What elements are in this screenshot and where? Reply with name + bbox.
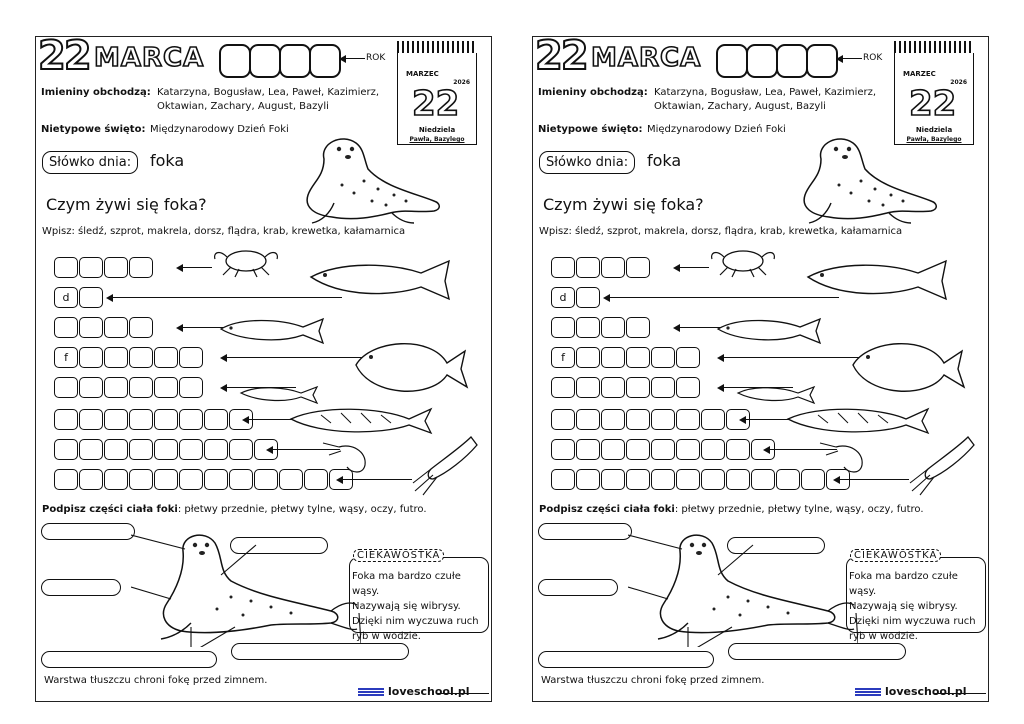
body-part-label-box[interactable] <box>41 651 217 668</box>
answer-cell[interactable] <box>601 317 625 338</box>
answer-cell[interactable] <box>551 257 575 278</box>
answer-cell[interactable] <box>129 317 153 338</box>
herring-fish-icon <box>718 319 820 343</box>
answer-cell[interactable] <box>54 439 78 460</box>
flounder-fish-icon <box>356 344 467 392</box>
answer-cell[interactable] <box>551 409 575 430</box>
footer-rule <box>436 693 489 694</box>
body-part-label-box[interactable] <box>41 579 121 596</box>
swieto-value: Międzynarodowy Dzień Foki <box>647 124 786 135</box>
month-title: MARCA <box>94 43 205 73</box>
answer-cell[interactable] <box>601 257 625 278</box>
ciekawostka-title: CIEKAWOSTKA <box>850 549 941 562</box>
swieto-label: Nietypowe święto: <box>41 124 146 135</box>
answer-cell[interactable] <box>576 347 600 368</box>
answer-cell[interactable] <box>626 317 650 338</box>
answer-cell[interactable] <box>601 347 625 368</box>
answer-cell[interactable] <box>651 409 675 430</box>
answer-cell[interactable] <box>576 439 600 460</box>
rok-label: ROK <box>863 53 883 63</box>
cod-fish-icon <box>808 261 946 299</box>
day-number: 22 <box>38 33 90 79</box>
calendar-names: Pawła, Bazylego <box>409 136 465 143</box>
answer-cell[interactable] <box>104 469 128 490</box>
word-bank: Wpisz: śledź, szprot, makrela, dorsz, flądra, krab, krewetka, kałamarnica <box>539 226 903 237</box>
answer-cell[interactable] <box>551 439 575 460</box>
answer-cell[interactable] <box>576 317 600 338</box>
answer-cell[interactable] <box>601 409 625 430</box>
answer-cell[interactable] <box>651 469 675 490</box>
question-heading: Czym żywi się foka? <box>46 195 207 214</box>
answer-cell[interactable] <box>79 347 103 368</box>
answer-cell[interactable] <box>79 287 103 308</box>
answer-cell[interactable] <box>79 409 103 430</box>
sprat-fish-icon <box>241 387 317 403</box>
answer-cell[interactable] <box>154 409 178 430</box>
ciekawostka-text: Foka ma bardzo czułe wąsy. Nazywają się wibrysy. Dzięki nim wyczuwa ruch ryb w wodzie. <box>849 571 976 642</box>
slowko-word: foka <box>150 151 185 170</box>
answer-cell[interactable] <box>104 347 128 368</box>
calendar-names: Pawła, Bazylego <box>906 136 962 143</box>
answer-cell[interactable] <box>626 377 650 398</box>
imieniny-label: Imieniny obchodzą: <box>41 87 151 98</box>
answer-cell[interactable] <box>104 317 128 338</box>
mackerel-fish-icon <box>291 409 431 433</box>
seal-illustration-icon <box>791 129 941 229</box>
calendar-year: 2026 <box>453 79 470 86</box>
imieniny-line2: Oktawian, Zachary, August, Bazyli <box>654 101 826 112</box>
answer-cell[interactable] <box>551 469 575 490</box>
body-part-label-box[interactable] <box>41 523 135 540</box>
answer-cell[interactable] <box>576 409 600 430</box>
answer-cell[interactable] <box>576 257 600 278</box>
worksheet-left <box>35 33 492 702</box>
footer-rule <box>933 693 986 694</box>
answer-cell[interactable]: f <box>54 347 78 368</box>
answer-cell[interactable] <box>601 469 625 490</box>
answer-cell[interactable] <box>104 439 128 460</box>
herring-fish-icon <box>221 319 323 343</box>
answer-cell[interactable] <box>154 439 178 460</box>
answer-cell[interactable] <box>129 469 153 490</box>
answer-cell[interactable] <box>129 347 153 368</box>
answer-cell[interactable] <box>79 377 103 398</box>
answer-cell[interactable] <box>576 377 600 398</box>
swieto-value: Międzynarodowy Dzień Foki <box>150 124 289 135</box>
shrimp-icon <box>820 443 862 472</box>
imieniny-line2: Oktawian, Zachary, August, Bazyli <box>157 101 329 112</box>
seal-body-diagram-icon <box>131 527 361 647</box>
year-digit-box[interactable] <box>219 44 251 78</box>
year-digit-box[interactable] <box>249 44 281 78</box>
answer-cell[interactable] <box>129 409 153 430</box>
answer-cell[interactable] <box>154 347 178 368</box>
slowko-word: foka <box>647 151 682 170</box>
answer-cell[interactable] <box>129 377 153 398</box>
arrow-left-icon <box>106 294 113 302</box>
sprat-fish-icon <box>738 387 814 403</box>
calendar-month: MARZEC <box>903 70 936 78</box>
answer-cell[interactable] <box>129 257 153 278</box>
answer-cell[interactable] <box>601 439 625 460</box>
answer-cell[interactable]: d <box>54 287 78 308</box>
slowko-label: Słówko dnia: <box>539 151 635 174</box>
arrow-left-icon <box>176 324 183 332</box>
arrow-left-icon <box>339 55 346 63</box>
answer-cell[interactable] <box>626 469 650 490</box>
calendar-binding-icon <box>894 41 974 53</box>
imieniny-line1: Katarzyna, Bogusław, Lea, Paweł, Kazimierz, <box>654 87 877 98</box>
answer-cell[interactable] <box>54 257 78 278</box>
answer-cell[interactable] <box>576 287 600 308</box>
calendar-year: 2026 <box>950 79 967 86</box>
answer-cell[interactable] <box>154 377 178 398</box>
answer-cell[interactable]: f <box>551 347 575 368</box>
year-digit-box[interactable] <box>716 44 748 78</box>
answer-cell[interactable] <box>626 439 650 460</box>
seal-body-diagram-icon <box>628 527 858 647</box>
shrimp-icon <box>323 443 365 472</box>
arrow-left-icon <box>176 264 183 272</box>
slowko-label: Słówko dnia: <box>42 151 138 174</box>
answer-cell[interactable] <box>626 409 650 430</box>
answer-cell[interactable] <box>79 257 103 278</box>
podpisz-instruction: Podpisz części ciała foki: płetwy przednie, płetwy tylne, wąsy, oczy, futro. <box>539 504 924 515</box>
answer-cell[interactable] <box>626 347 650 368</box>
mackerel-fish-icon <box>788 409 928 433</box>
word-bank: Wpisz: śledź, szprot, makrela, dorsz, flądra, krab, krewetka, kałamarnica <box>42 226 406 237</box>
calendar-day: 22 <box>909 84 957 124</box>
answer-cell[interactable] <box>626 257 650 278</box>
cod-fish-icon <box>311 261 449 299</box>
body-part-label-box[interactable] <box>538 579 618 596</box>
body-part-label-box[interactable] <box>538 523 632 540</box>
rok-label: ROK <box>366 53 386 63</box>
answer-cell[interactable] <box>54 469 78 490</box>
crab-icon <box>712 251 775 277</box>
arrow-left-icon <box>603 294 610 302</box>
brand-footer[interactable]: loveschool.pl <box>358 685 470 698</box>
answer-cell[interactable] <box>79 439 103 460</box>
answer-cell[interactable] <box>154 469 178 490</box>
squid-icon <box>910 437 974 495</box>
answer-cell[interactable]: d <box>551 287 575 308</box>
arrow-left-icon <box>673 264 680 272</box>
answer-cell[interactable] <box>129 439 153 460</box>
answer-cell[interactable] <box>79 469 103 490</box>
answer-cell[interactable] <box>104 409 128 430</box>
podpisz-instruction: Podpisz części ciała foki: płetwy przednie, płetwy tylne, wąsy, oczy, futro. <box>42 504 427 515</box>
swieto-label: Nietypowe święto: <box>538 124 643 135</box>
brand-arrow-icon <box>358 688 384 696</box>
answer-cell[interactable] <box>651 347 675 368</box>
calendar-weekday: Niedziela <box>418 126 456 134</box>
calendar-month: MARZEC <box>406 70 439 78</box>
seal-illustration-icon <box>294 129 444 229</box>
arrow-line <box>842 58 862 59</box>
flounder-fish-icon <box>853 344 964 392</box>
answer-cell[interactable] <box>651 439 675 460</box>
squid-icon <box>413 437 477 495</box>
body-part-label-box[interactable] <box>538 651 714 668</box>
question-heading: Czym żywi się foka? <box>543 195 704 214</box>
calendar-weekday: Niedziela <box>915 126 953 134</box>
calendar-binding-icon <box>397 41 477 53</box>
answer-cell[interactable] <box>551 317 575 338</box>
calendar-day: 22 <box>412 84 460 124</box>
brand-footer[interactable]: loveschool.pl <box>855 685 967 698</box>
year-digit-box[interactable] <box>279 44 311 78</box>
month-title: MARCA <box>591 43 702 73</box>
answer-cell[interactable] <box>104 257 128 278</box>
worksheet-right <box>532 33 989 702</box>
answer-cell[interactable] <box>54 317 78 338</box>
year-digit-box[interactable] <box>746 44 778 78</box>
year-digit-box[interactable] <box>806 44 838 78</box>
imieniny-label: Imieniny obchodzą: <box>538 87 648 98</box>
answer-cell[interactable] <box>54 409 78 430</box>
animals-illustration <box>688 247 988 497</box>
answer-cell[interactable] <box>576 469 600 490</box>
year-digit-box[interactable] <box>309 44 341 78</box>
answer-cell[interactable] <box>54 377 78 398</box>
answer-cell[interactable] <box>651 377 675 398</box>
crab-icon <box>215 251 278 277</box>
animals-illustration <box>191 247 491 497</box>
arrow-left-icon <box>673 324 680 332</box>
brand-arrow-icon <box>855 688 881 696</box>
fat-layer-caption: Warstwa tłuszczu chroni fokę przed zimnem. <box>541 675 765 686</box>
answer-cell[interactable] <box>104 377 128 398</box>
imieniny-line1: Katarzyna, Bogusław, Lea, Paweł, Kazimierz, <box>157 87 380 98</box>
year-digit-box[interactable] <box>776 44 808 78</box>
arrow-line <box>345 58 365 59</box>
ciekawostka-text: Foka ma bardzo czułe wąsy. Nazywają się wibrysy. Dzięki nim wyczuwa ruch ryb w wodzie. <box>352 571 479 642</box>
answer-cell[interactable] <box>601 377 625 398</box>
fat-layer-caption: Warstwa tłuszczu chroni fokę przed zimnem. <box>44 675 268 686</box>
answer-cell[interactable] <box>79 317 103 338</box>
answer-cell[interactable] <box>551 377 575 398</box>
day-number: 22 <box>535 33 587 79</box>
arrow-left-icon <box>836 55 843 63</box>
ciekawostka-title: CIEKAWOSTKA <box>353 549 444 562</box>
